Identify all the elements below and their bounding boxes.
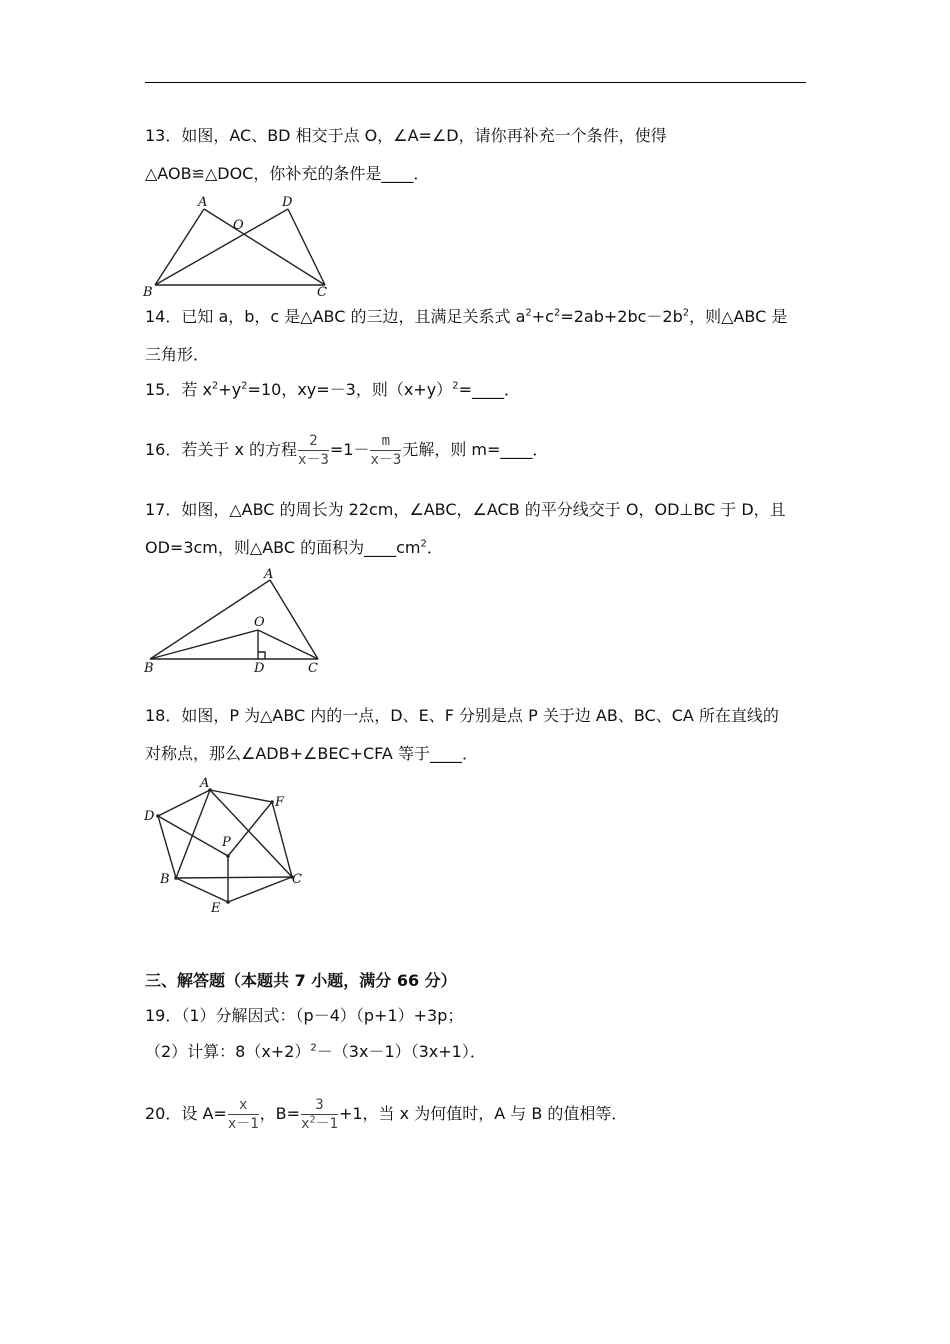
section3-title: 三、解答题（本题共 7 小题，满分 66 分）	[145, 971, 457, 990]
q17-label-c: C	[308, 661, 318, 676]
q16-fraction-2: $\frac{m}{x-3}$	[370, 432, 402, 468]
q16-fraction-1: $\frac{2}{x-3}$	[298, 432, 329, 468]
q14-line2: 三角形．	[145, 345, 210, 364]
q18-line1: 18．如图，P 为△ABC 内的一点，D、E、F 分别是点 P 关于边 AB、BC、CA 所在直线的	[145, 706, 779, 725]
q18-label-c: C	[292, 872, 302, 887]
q13-figure	[140, 192, 340, 300]
q17-label-a: A	[264, 567, 274, 582]
q18-figure	[140, 772, 315, 918]
q18-label-e: E	[211, 901, 221, 916]
q16-line: 16．若关于 x 的方程 $\frac{2}{x-3}$ =1－ $\frac{m}{x-3}$ 无解，则 m=____．	[145, 432, 549, 468]
header-rule	[145, 82, 806, 83]
q18-label-a: A	[200, 776, 210, 791]
q15-line: 15．若 $x^2+y^2=10$，xy=－3，则$(x+y)^2=\_\_\_\_$．	[145, 380, 520, 399]
q20-fraction-b: $\frac{3}{x^2-1}$	[301, 1096, 338, 1132]
q18-line2: 对称点，那么∠ADB+∠BEC+CFA 等于____．	[145, 744, 478, 763]
q19-line1: 19．（1）分解因式：（p－4）（p+1）+3p；	[145, 1006, 464, 1025]
q18-label-p: P	[222, 835, 231, 850]
q13-label-c: C	[317, 285, 327, 300]
q20-fraction-a: $\frac{x}{x-1}$	[227, 1096, 259, 1132]
q17-line2: OD=3cm，则△ABC 的面积为$\_\_\_\_cm^2$．	[145, 538, 443, 557]
q18-label-d: D	[144, 809, 155, 824]
q13-line1: 13．如图，AC、BD 相交于点 O，∠A=∠D，请你再补充一个条件，使得	[145, 126, 667, 145]
q13-label-a: A	[198, 195, 208, 210]
q17-figure	[140, 564, 330, 676]
q17-label-o: O	[254, 615, 265, 630]
q17-label-b: B	[144, 661, 154, 676]
q13-label-o: O	[233, 218, 244, 233]
q17-line1: 17．如图，△ABC 的周长为 22cm，∠ABC，∠ACB 的平分线交于 O，OD⊥BC 于 D，且	[145, 500, 786, 519]
q14-line1: 14．已知 a，b，c 是△ABC 的三边，且满足关系式 $a^2+c^2=2ab+2bc-2b^2$，则△ABC 是	[145, 307, 788, 326]
q13-line2: △AOB≌△DOC，你补充的条件是____．	[145, 164, 430, 183]
q19-line2: （2）计算：$8(x+2)^2-(3x-1)(3x+1)$．	[145, 1042, 486, 1061]
q13-label-b: B	[143, 285, 153, 300]
q17-label-d: D	[254, 661, 265, 676]
q18-label-f: F	[275, 795, 285, 810]
q18-label-b: B	[160, 872, 170, 887]
q13-label-d: D	[282, 195, 293, 210]
q20-line: 20．设 A= $\frac{x}{x-1}$ ，B= $\frac{3}{x^2-1}$ +1，当 x 为何值时，A 与 B 的值相等．	[145, 1096, 628, 1132]
